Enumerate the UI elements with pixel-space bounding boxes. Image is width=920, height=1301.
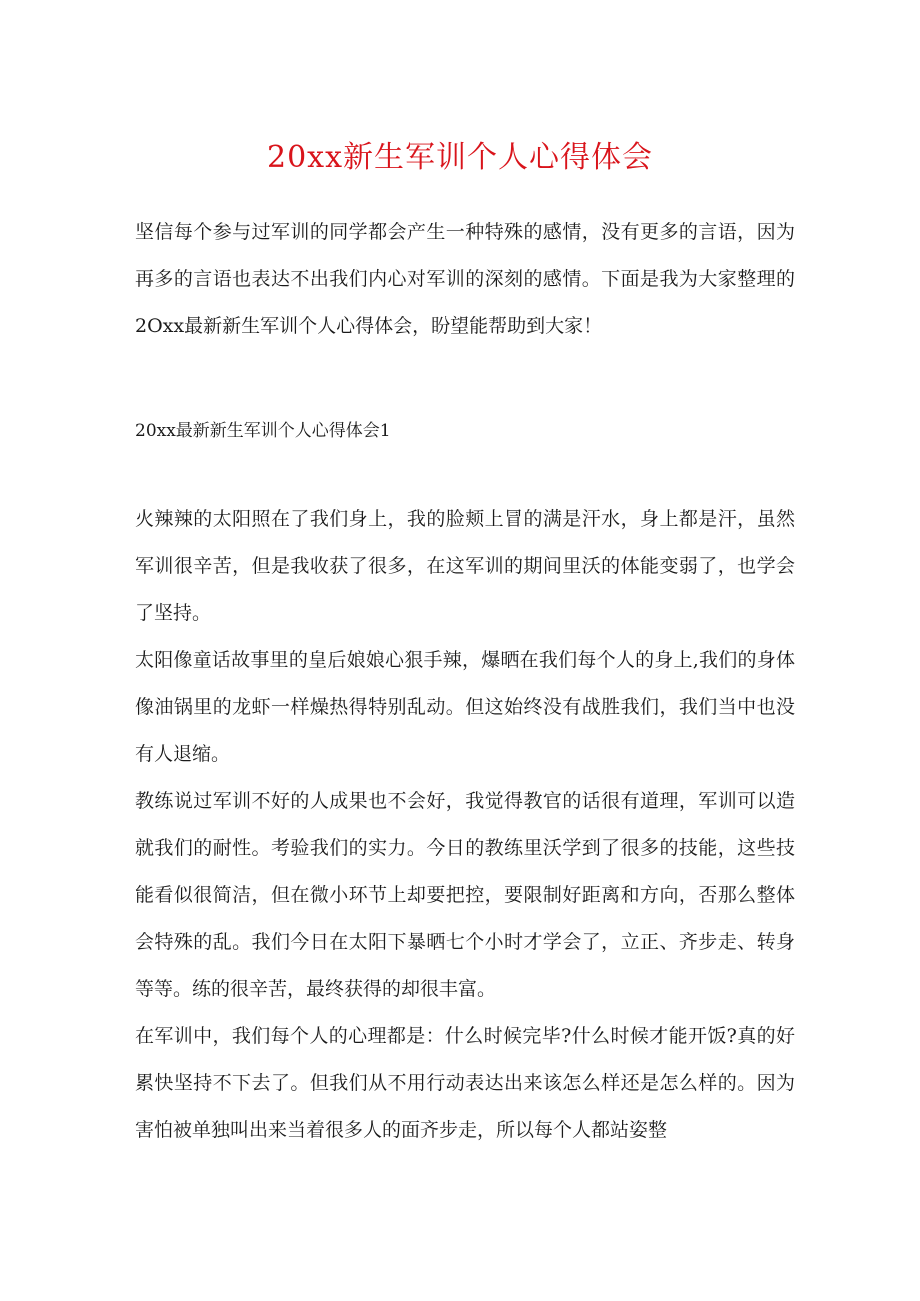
section-heading: 20xx最新新生军训个人心得体会1: [135, 421, 391, 441]
intro-paragraph: 坚信每个参与过军训的同学都会产生一种特殊的感情，没有更多的言语，因为再多的言语也表达不出我们内心对军训的深刻的感情。下面是我为大家整理的2Oxx最新新生军训个人心得体会，盼望能帮助到大家！: [135, 221, 795, 337]
section-content: [135, 496, 795, 1154]
paragraph: 火辣辣的太阳照在了我们身上，我的脸颊上冒的满是汗水，身上都是汗，虽然军训很辛苦，但是我收获了很多，在这军训的期间里沃的体能变弱了，也学会了坚持。: [135, 508, 795, 624]
paragraph: 太阳像童话故事里的皇后娘娘心狠手辣，爆晒在我们每个人的身上,我们的身体像油锅里的龙虾一样燥热得特别乱动。但这始终没有战胜我们，我们当中也没有人退缩。: [135, 649, 795, 765]
paragraph: 教练说过军训不好的人成果也不会好，我觉得教官的话很有道理，军训可以造就我们的耐性。考验我们的实力。今日的教练里沃学到了很多的技能，这些技能看似很简洁，但在微小环节上却要把控，要限制好距离和方向，否那么整体会特殊的乱。我们今日在太阳下暴晒七个小时才学会了，立正、齐步走、转身等等。练的很辛苦，最终获得的却很丰富。: [135, 790, 795, 1000]
paragraph: 在军训中，我们每个人的心理都是：什么时候完毕?什么时候才能开饭?真的好累快坚持不下去了。但我们从不用行动表达出来该怎么样还是怎么样的。因为害怕被单独叫出来当着很多人的面齐步走，所以每个人都站姿整: [135, 1025, 795, 1141]
document-title: 20xx新生军训个人心得体会: [266, 140, 653, 175]
